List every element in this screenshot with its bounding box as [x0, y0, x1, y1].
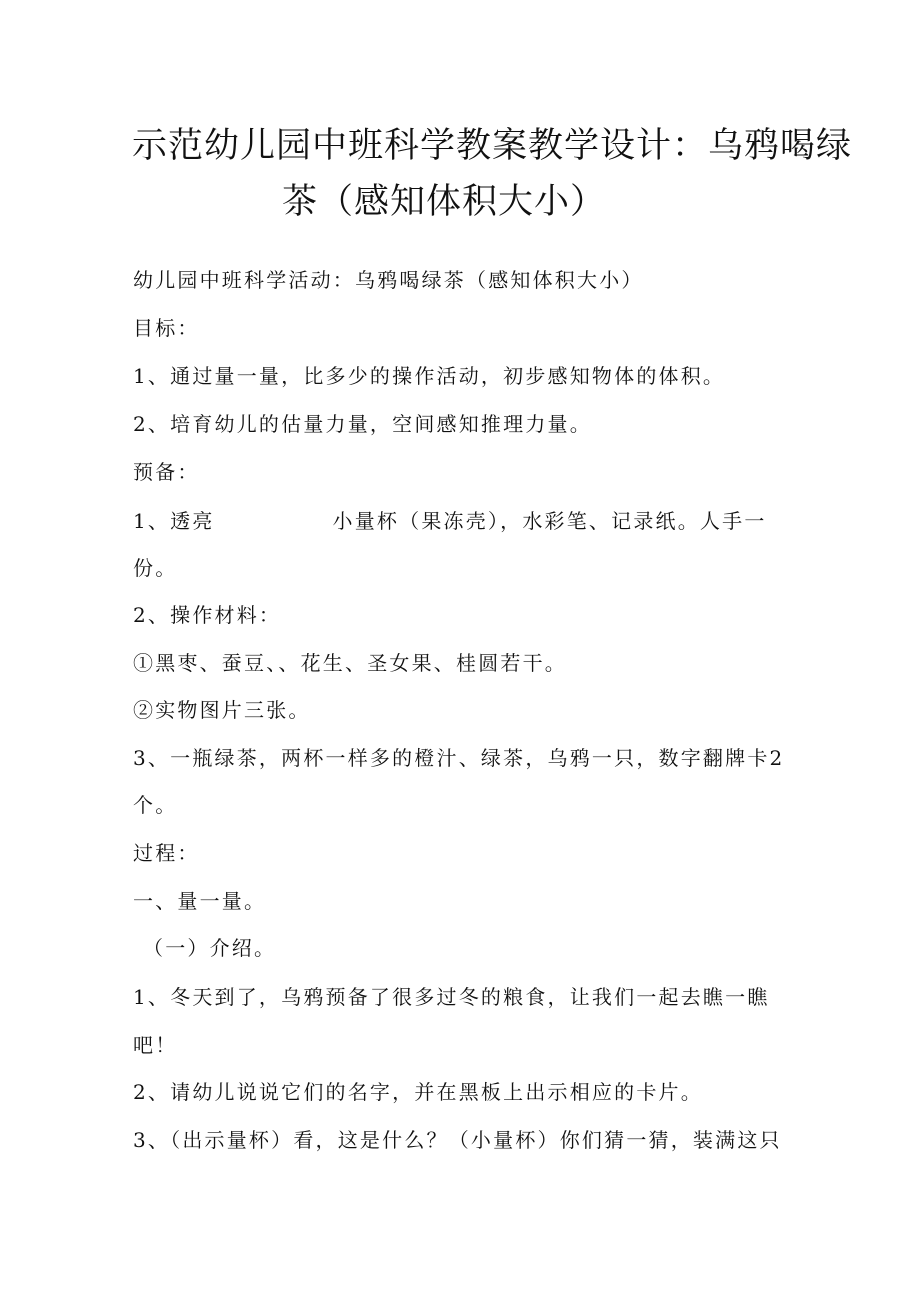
- preparation-item-1-rest: 小量杯（果冻壳），水彩笔、记录纸。人手一: [332, 509, 767, 533]
- activity-heading: 幼儿园中班科学活动：乌鸦喝绿茶（感知体积大小）: [133, 268, 644, 292]
- process-item-2: 2、请幼儿说说它们的名字，并在黑板上出示相应的卡片。: [133, 1080, 703, 1104]
- process-step-1: 一、量一量。: [133, 889, 267, 913]
- process-substep-1: （一）介绍。: [143, 936, 277, 960]
- material-item-2: ②实物图片三张。: [133, 698, 311, 722]
- preparation-item-2: 2、操作材料：: [133, 603, 282, 627]
- document-title-line-1: 示范幼儿园中班科学教案教学设计：乌鸦喝绿: [132, 126, 853, 166]
- goal-item-2: 2、培育幼儿的估量力量，空间感知推理力量。: [133, 412, 592, 436]
- goal-item-1: 1、通过量一量，比多少的操作活动，初步感知物体的体积。: [133, 364, 726, 388]
- process-item-3: 3、（出示量杯）看，这是什么？（小量杯）你们猜一猜，装满这只: [133, 1128, 782, 1152]
- document-title-line-2: 茶（感知体积大小）: [282, 182, 607, 222]
- preparation-item-1-start: 1、透亮: [133, 509, 215, 533]
- preparation-item-3: 3、一瓶绿茶，两杯一样多的橙汁、绿茶，乌鸦一只，数字翻牌卡2: [133, 746, 785, 770]
- process-item-1: 1、冬天到了，乌鸦预备了很多过冬的粮食，让我们一起去瞧一瞧: [133, 985, 770, 1009]
- process-item-1-cont: 吧！: [133, 1033, 178, 1057]
- preparation-heading: 预备：: [133, 460, 200, 484]
- preparation-item-1-cont: 份。: [133, 556, 178, 580]
- preparation-item-1: [133, 507, 767, 535]
- process-heading: 过程：: [133, 841, 200, 865]
- material-item-1: ①黑枣、蚕豆、、花生、圣女果、桂圆若干。: [133, 651, 567, 675]
- goals-heading: 目标：: [133, 316, 200, 340]
- preparation-item-3-cont: 个。: [133, 793, 178, 817]
